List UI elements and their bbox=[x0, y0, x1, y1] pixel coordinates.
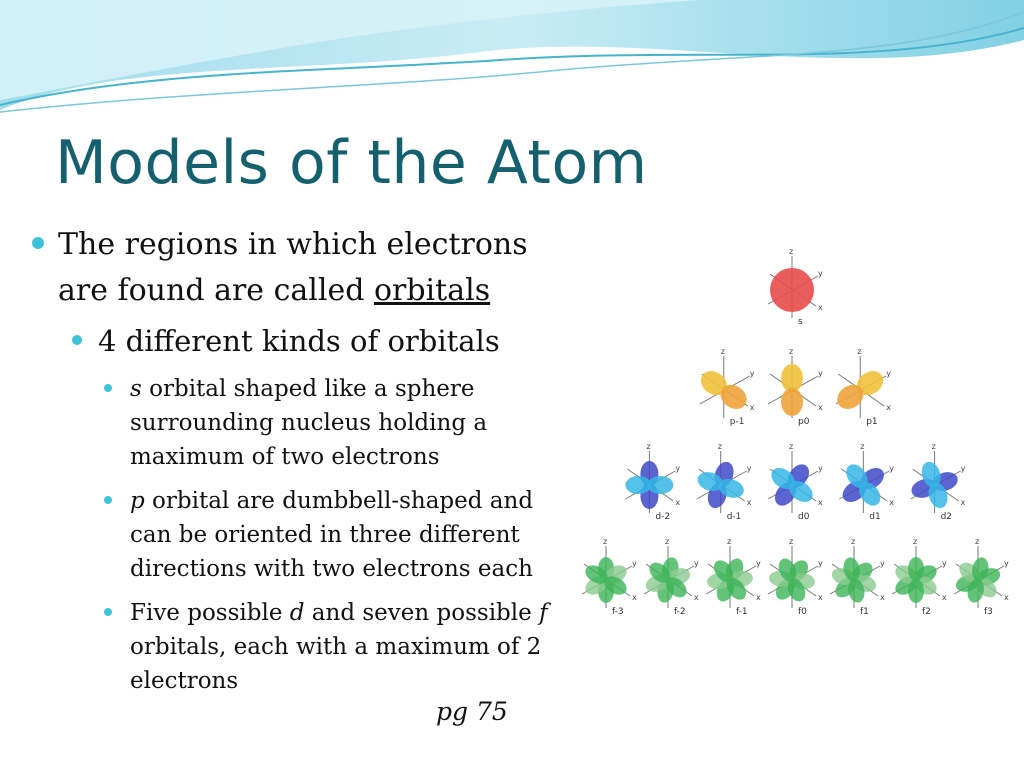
axis-label-z: z bbox=[913, 537, 918, 546]
axis-label-y: y bbox=[1004, 559, 1009, 568]
orbital-f0-icon bbox=[768, 537, 823, 617]
orbital-f-1-icon bbox=[706, 537, 761, 617]
orbital-d-1-icon bbox=[695, 442, 752, 522]
axis-label-z: z bbox=[857, 347, 862, 356]
orbital-f1-icon bbox=[830, 537, 885, 617]
axis-label-y: y bbox=[632, 559, 637, 568]
axis-label-x: x bbox=[675, 498, 681, 507]
orbital-letter: s bbox=[130, 376, 142, 402]
bullet-text: 4 different kinds of orbitals bbox=[98, 324, 500, 358]
orbital-label: f1 bbox=[860, 607, 869, 617]
slide-title: Models of the Atom bbox=[55, 128, 648, 198]
orbital-label: f-3 bbox=[612, 607, 624, 617]
subbullet-text: orbital are dumbbell-shaped and can be oriented in three different directions with two electrons each bbox=[130, 488, 534, 582]
orbital-d1-icon bbox=[839, 442, 895, 522]
axis-label-z: z bbox=[789, 347, 794, 356]
orbital-label: f2 bbox=[922, 607, 931, 617]
orbital-letter: d bbox=[289, 600, 305, 626]
axis-label-x: x bbox=[818, 593, 823, 602]
orbital-p-1-icon bbox=[696, 347, 755, 427]
axis-label-y: y bbox=[886, 369, 891, 378]
axis-label-z: z bbox=[789, 537, 794, 546]
axis-label-x: x bbox=[1004, 593, 1009, 602]
bullet-dot-icon bbox=[72, 335, 82, 345]
axis-label-y: y bbox=[746, 464, 752, 473]
orbital-f3-icon bbox=[954, 537, 1009, 617]
orbital-label: f3 bbox=[984, 607, 993, 617]
orbital-label: d-1 bbox=[726, 512, 742, 522]
axis-label-y: y bbox=[880, 559, 885, 568]
header-wave-decoration bbox=[0, 0, 1024, 120]
axis-label-z: z bbox=[975, 537, 980, 546]
axis-label-y: y bbox=[942, 559, 947, 568]
axis-label-y: y bbox=[818, 269, 823, 278]
axis-label-y: y bbox=[818, 559, 823, 568]
axis-label-y: y bbox=[694, 559, 699, 568]
axis-label-y: y bbox=[818, 464, 823, 473]
orbital-f-2-icon bbox=[644, 537, 699, 617]
orbital-letter: p bbox=[130, 488, 145, 514]
bullet-dot-icon bbox=[104, 384, 112, 392]
orbital-label: p1 bbox=[866, 417, 878, 427]
orbital-label: d2 bbox=[940, 512, 953, 522]
subbullet-text: orbital shaped like a sphere surrounding nucleus holding a maximum of two electrons bbox=[130, 376, 488, 470]
axis-label-x: x bbox=[746, 498, 752, 507]
orbital-label: d1 bbox=[869, 512, 881, 522]
orbital-shapes-diagram bbox=[572, 240, 1024, 620]
axis-label-z: z bbox=[720, 347, 726, 356]
axis-label-z: z bbox=[851, 537, 856, 546]
orbital-f-3-icon bbox=[582, 537, 637, 617]
subbullet-text: Five possible bbox=[130, 600, 290, 626]
axis-label-x: x bbox=[756, 593, 761, 602]
orbital-label: p0 bbox=[798, 417, 810, 427]
orbital-f2-icon bbox=[892, 537, 947, 617]
bullet-dot-icon bbox=[104, 608, 112, 616]
orbital-letter: f bbox=[539, 600, 548, 626]
subbullet-d-f-orbitals bbox=[102, 596, 560, 698]
axis-label-x: x bbox=[960, 498, 966, 507]
axis-label-z: z bbox=[789, 247, 794, 256]
orbitals-term: orbitals bbox=[373, 273, 491, 308]
subbullet-text: and seven possible bbox=[304, 600, 540, 626]
orbital-label: f-2 bbox=[674, 607, 686, 617]
orbital-label: d-2 bbox=[655, 512, 671, 522]
orbital-label: s bbox=[798, 317, 803, 327]
axis-label-x: x bbox=[889, 498, 895, 507]
axis-label-y: y bbox=[818, 369, 823, 378]
axis-label-z: z bbox=[789, 442, 794, 451]
axis-label-z: z bbox=[603, 537, 608, 546]
orbital-label: f0 bbox=[798, 607, 807, 617]
orbital-s-icon bbox=[768, 247, 823, 327]
orbital-p1-icon bbox=[833, 347, 892, 427]
bullet-dot-icon bbox=[104, 496, 112, 504]
bullet-text: The regions in which electrons are found are called bbox=[58, 227, 528, 308]
axis-label-x: x bbox=[818, 498, 823, 507]
axis-label-z: z bbox=[665, 537, 670, 546]
orbital-label: d0 bbox=[798, 512, 810, 522]
bullet-four-kinds bbox=[70, 320, 570, 362]
axis-label-z: z bbox=[717, 442, 722, 451]
orbital-p0-icon bbox=[768, 347, 823, 427]
bullet-dot-icon bbox=[32, 237, 44, 249]
page-reference: pg 75 bbox=[436, 697, 508, 726]
subbullet-text: orbitals, each with a maximum of 2 electrons bbox=[130, 634, 542, 694]
bullet-orbitals-definition bbox=[30, 222, 570, 314]
axis-label-z: z bbox=[860, 442, 865, 451]
axis-label-x: x bbox=[749, 403, 755, 412]
orbital-d0-icon bbox=[767, 442, 823, 522]
subbullet-s-orbital bbox=[102, 372, 560, 474]
subbullet-p-orbital bbox=[102, 484, 560, 586]
bullet-list bbox=[30, 222, 570, 698]
axis-label-z: z bbox=[931, 442, 936, 451]
axis-label-x: x bbox=[632, 593, 637, 602]
axis-label-y: y bbox=[889, 464, 895, 473]
axis-label-y: y bbox=[756, 559, 761, 568]
axis-label-x: x bbox=[818, 303, 823, 312]
axis-label-x: x bbox=[694, 593, 699, 602]
axis-label-x: x bbox=[880, 593, 885, 602]
orbital-d-2-icon bbox=[625, 442, 680, 522]
orbital-d2-icon bbox=[909, 442, 966, 522]
axis-label-z: z bbox=[646, 442, 651, 451]
axis-label-y: y bbox=[675, 464, 681, 473]
axis-label-x: x bbox=[886, 403, 891, 412]
axis-label-x: x bbox=[818, 403, 823, 412]
orbital-label: p-1 bbox=[729, 417, 745, 427]
axis-label-y: y bbox=[749, 369, 755, 378]
axis-label-y: y bbox=[960, 464, 966, 473]
axis-label-z: z bbox=[727, 537, 732, 546]
axis-label-x: x bbox=[942, 593, 947, 602]
orbital-label: f-1 bbox=[736, 607, 748, 617]
